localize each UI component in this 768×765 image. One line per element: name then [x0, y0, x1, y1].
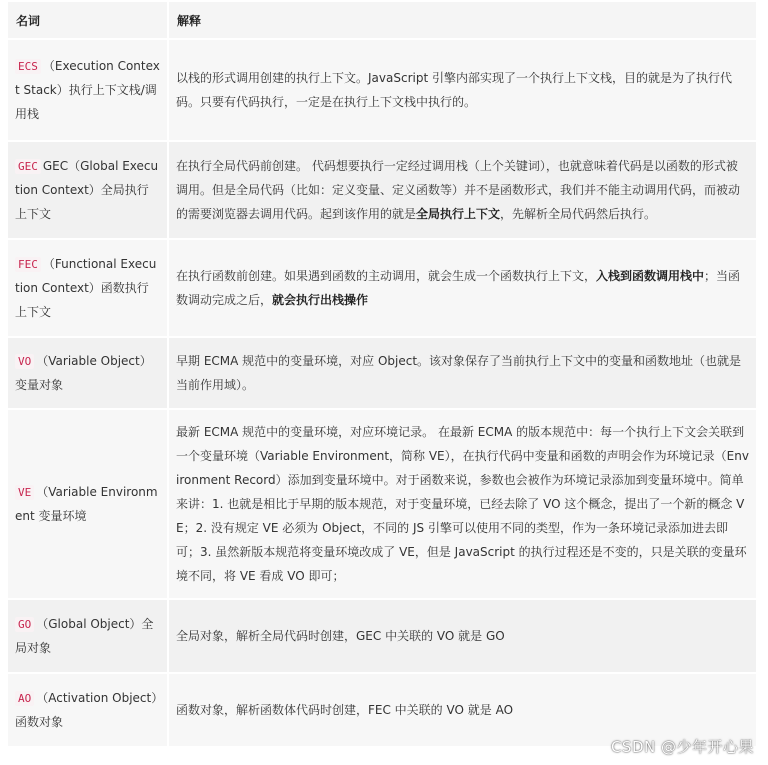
table-header-row: [8, 2, 756, 38]
table-row: [8, 600, 756, 672]
description-text: 早期 ECMA 规范中的变量环境，对应 Object。该对象保存了当前执行上下文中的变量和函数地址（也就是当前作用域）。: [176, 354, 742, 392]
description-cell: [169, 142, 756, 238]
description-text: 函数对象，解析函数体代码时创建，FEC 中关联的 VO 就是 AO: [176, 703, 514, 717]
header-description: 解释: [169, 2, 756, 38]
description-emphasis: 入栈到函数调用栈中: [596, 269, 705, 283]
description-text: 在执行全局代码前创建。 代码想要执行一定经过调用栈（上个关键词），也就意味着代码是以函数的形式被调用。但是全局代码（比如：定义变量、定义函数等）并不是函数形式，我们并不能主动调用代码，而被动的需要浏览器去调用代码。起到该作用的就是: [176, 159, 741, 221]
term-abbr-code: VE: [15, 485, 34, 500]
table-row: [8, 338, 756, 408]
term-cell: [8, 674, 167, 746]
term-label: （Functional Execution Context）函数执行上下文: [15, 257, 157, 319]
term-abbr-code: AO: [15, 691, 34, 706]
term-cell: [8, 410, 167, 598]
table-row: [8, 142, 756, 238]
term-abbr-code: ECS: [15, 59, 41, 74]
table-row: [8, 240, 756, 336]
description-text: 在执行函数前创建。如果遇到函数的主动调用，就会生成一个函数执行上下文，: [176, 269, 597, 283]
term-abbr-code: GO: [15, 617, 34, 632]
term-abbr-code: VO: [15, 354, 34, 369]
description-cell: [169, 240, 756, 336]
term-abbr-code: GEC: [15, 159, 41, 174]
description-cell: [169, 600, 756, 672]
term-abbr-code: FEC: [15, 257, 41, 272]
description-text: 以栈的形式调用创建的执行上下文。JavaScript 引擎内部实现了一个执行上下文栈，目的就是为了执行代码。只要有代码执行，一定是在执行上下文栈中执行的。: [176, 71, 732, 109]
description-emphasis: 就会执行出栈操作: [272, 293, 369, 307]
table-row: [8, 410, 756, 598]
term-label: GEC（Global Execution Context）全局执行上下文: [15, 159, 159, 221]
term-label: （Variable Object）变量对象: [15, 354, 152, 392]
term-label: （Global Object）全局对象: [15, 617, 154, 655]
description-cell: [169, 40, 756, 140]
term-cell: [8, 600, 167, 672]
glossary-table: [6, 0, 758, 748]
description-text: ，先解析全局代码然后执行。: [500, 207, 657, 221]
description-text: ；当函数调动完成之后，: [176, 269, 741, 307]
term-cell: [8, 338, 167, 408]
description-cell: [169, 410, 756, 598]
term-cell: [8, 240, 167, 336]
description-text: 最新 ECMA 规范中的变量环境，对应环境记录。 在最新 ECMA 的版本规范中：每一个执行上下文会关联到一个变量环境（Variable Environment，简称 VE），在执行代码中变量和函数的声明会作为环境记录（Environment Record）添加到变量环境中。对于函数来说，参数也会被作为环境记录添加到变量环境中。简单来讲：1. 也就是相比于早期的版本规范，对于变量环境，已经去除了 VO 这个概念，提出了一个新的概念 VE；2. 没有规定 VE 必须为 Object，不同的 JS 引擎可以使用不同的类型，作为一条环境记录添加进去即可；3. 虽然新版本规范将变量环境改成了 VE，但是 JavaScript 的执行过程还是不变的，只是关联的变量环境不同，将 VE 看成 VO 即可；: [176, 425, 749, 583]
csdn-watermark: CSDN @少年开心果: [610, 738, 754, 756]
table-row: [8, 40, 756, 140]
description-emphasis: 全局执行上下文: [416, 207, 501, 221]
term-cell: [8, 40, 167, 140]
term-label: （Execution Context Stack）执行上下文栈/调用栈: [15, 59, 160, 121]
description-text: 全局对象，解析全局代码时创建，GEC 中关联的 VO 就是 GO: [176, 629, 505, 643]
description-cell: [169, 338, 756, 408]
term-cell: [8, 142, 167, 238]
term-label: （Variable Environment 变量环境: [15, 485, 158, 523]
header-term: 名词: [8, 2, 167, 38]
term-label: （Activation Object）函数对象: [15, 691, 158, 729]
